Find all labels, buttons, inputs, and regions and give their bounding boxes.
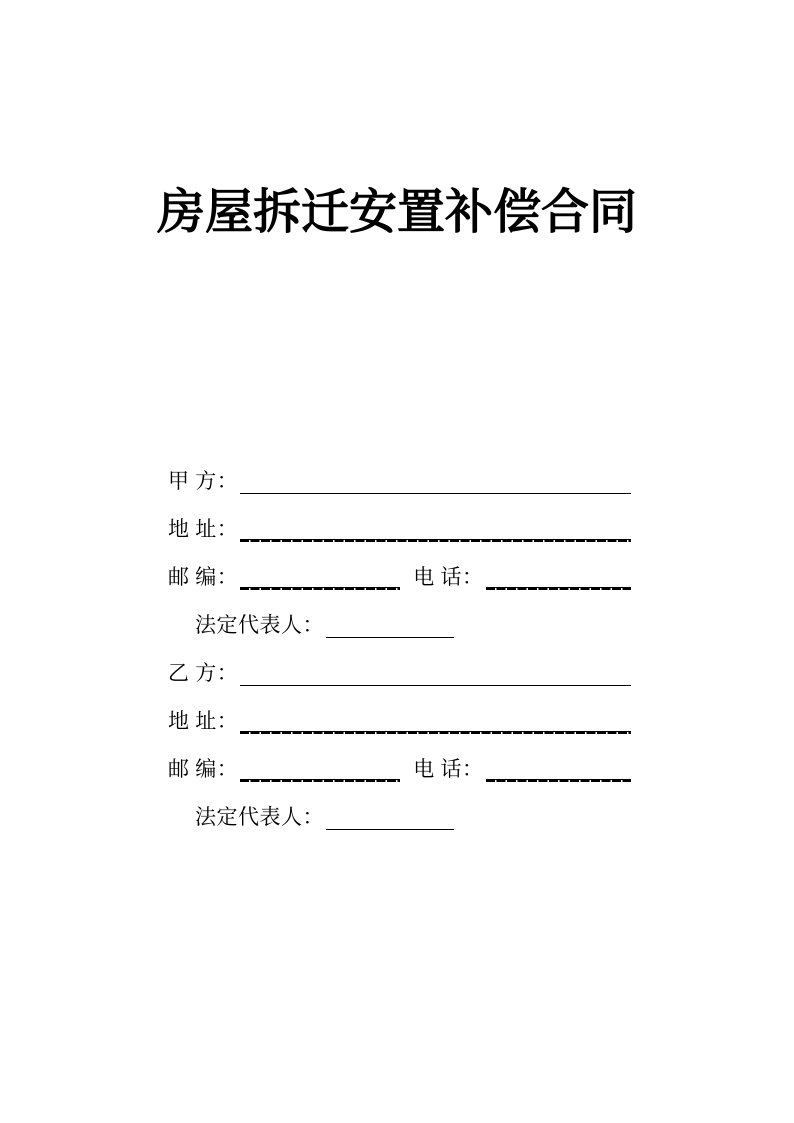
party-b-name-label: 乙 方： [168,661,239,685]
party-a-postal-field[interactable] [240,587,400,590]
party-b-address-label: 地 址： [168,709,239,733]
form-row [168,734,631,782]
form-row [168,686,631,734]
party-a-name-label: 甲 方： [168,469,239,493]
party-b-postal-field[interactable] [240,779,400,782]
party-b-phone-field[interactable] [486,779,632,782]
document-title: 房屋拆迁安置补偿合同 [156,186,637,239]
party-b-phone-label: 电 话： [413,757,484,781]
form-row [168,638,631,686]
party-b-address-field[interactable] [240,731,631,734]
party-a-name-field[interactable] [240,493,631,494]
party-a-postal-label: 邮 编： [168,565,239,589]
form-row [168,590,631,638]
party-b-legal-rep-label: 法定代表人： [195,805,324,829]
party-a-legal-rep-label: 法定代表人： [195,613,324,637]
form-row [168,494,631,542]
party-b-postal-label: 邮 编： [168,757,239,781]
party-a-phone-label: 电 话： [413,565,484,589]
party-a-address-field[interactable] [240,539,631,542]
party-b-legal-rep-field[interactable] [326,829,454,830]
form-row [168,782,631,830]
parties-form [168,446,631,830]
party-a-address-label: 地 址： [168,517,239,541]
party-a-legal-rep-field[interactable] [326,637,454,638]
party-a-phone-field[interactable] [486,587,632,590]
party-b-name-field[interactable] [240,685,631,686]
form-row [168,542,631,590]
form-row [168,446,631,494]
